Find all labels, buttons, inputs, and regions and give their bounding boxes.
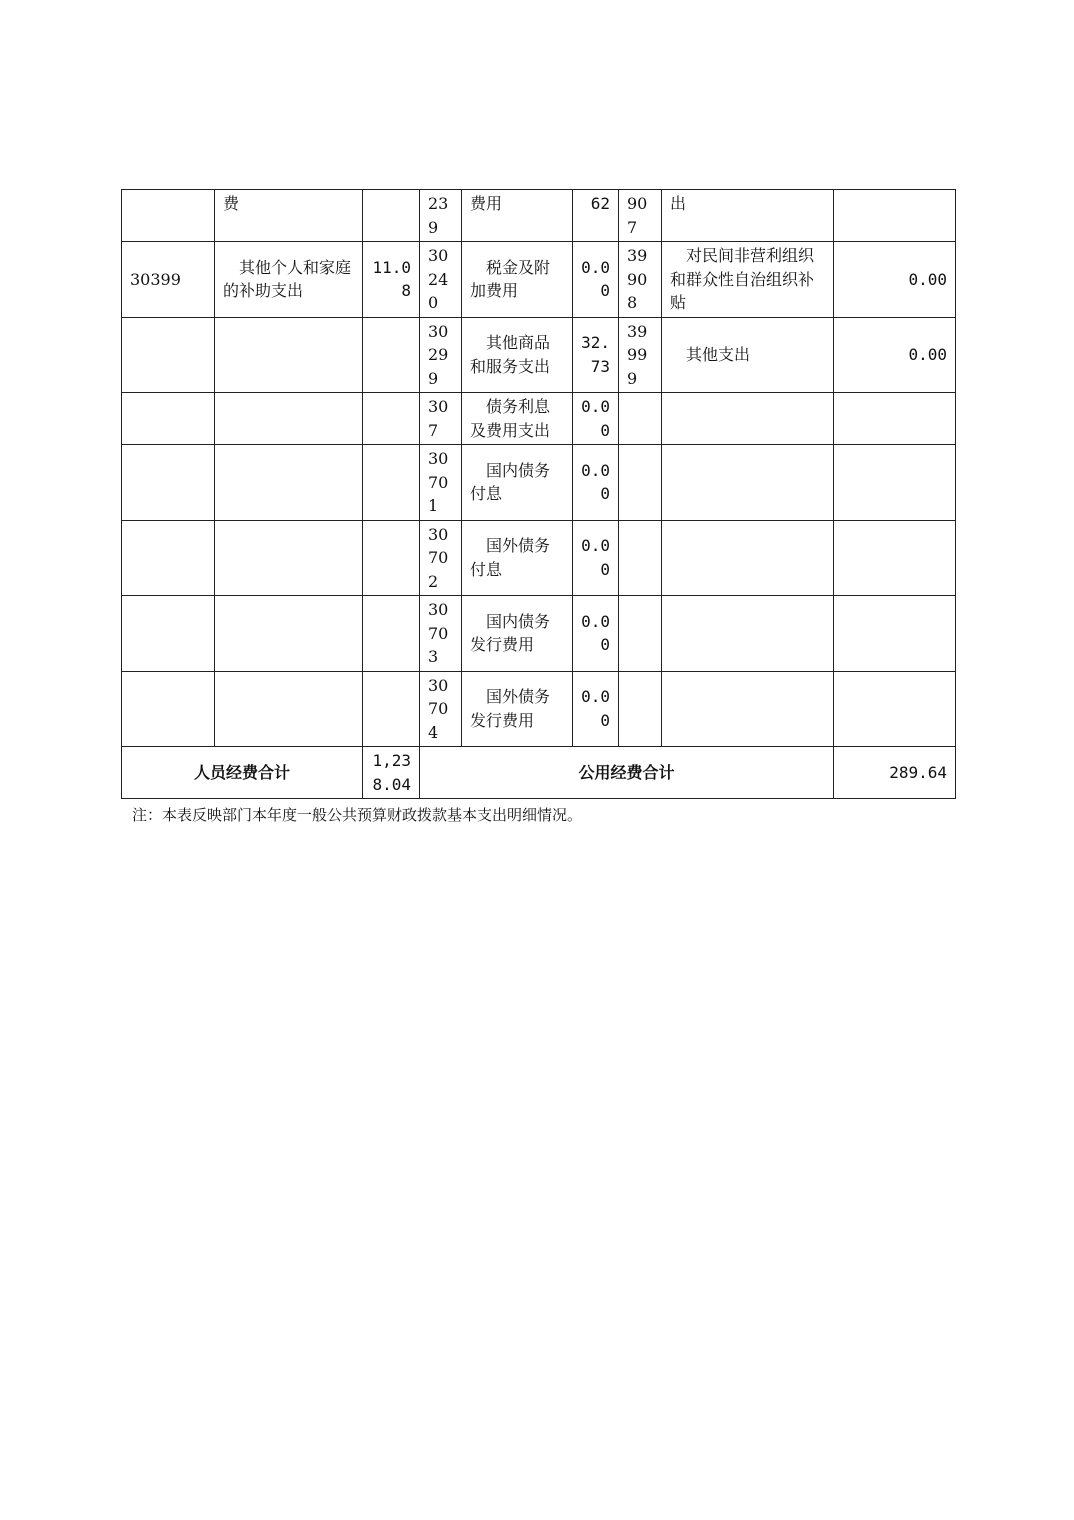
item-name-other <box>662 393 834 445</box>
econ-code-other: 39908 <box>619 242 662 318</box>
econ-code-public: 30702 <box>420 520 462 596</box>
econ-code-other <box>619 445 662 521</box>
item-name-public: 费用 <box>462 190 573 242</box>
item-name-public: 其他商品和服务支出 <box>462 317 573 393</box>
amount-public: 0.00 <box>573 393 619 445</box>
item-name-personnel <box>215 520 363 596</box>
table-footnote: 注：本表反映部门本年度一般公共预算财政拨款基本支出明细情况。 <box>132 806 583 824</box>
item-name-personnel <box>215 445 363 521</box>
table-row <box>122 596 956 672</box>
econ-code-public: 307 <box>420 393 462 445</box>
personnel-total-label: 人员经费合计 <box>122 747 363 799</box>
econ-code-public: 30704 <box>420 671 462 747</box>
table-row <box>122 445 956 521</box>
econ-code-personnel <box>122 190 215 242</box>
amount-public: 0.00 <box>573 520 619 596</box>
amount-other: 0.00 <box>834 317 956 393</box>
econ-code-personnel <box>122 445 215 521</box>
amount-personnel: 11.08 <box>363 242 420 318</box>
econ-code-personnel <box>122 596 215 672</box>
item-name-personnel: 费 <box>215 190 363 242</box>
table-row <box>122 671 956 747</box>
econ-code-public: 30299 <box>420 317 462 393</box>
table-row <box>122 520 956 596</box>
amount-other <box>834 671 956 747</box>
econ-code-personnel <box>122 317 215 393</box>
public-total-value: 289.64 <box>834 747 956 799</box>
amount-other <box>834 445 956 521</box>
item-name-personnel <box>215 671 363 747</box>
totals-row <box>122 747 956 799</box>
amount-public: 0.00 <box>573 445 619 521</box>
amount-public: 32.73 <box>573 317 619 393</box>
amount-other <box>834 520 956 596</box>
item-name-other <box>662 671 834 747</box>
econ-code-public: 30240 <box>420 242 462 318</box>
personnel-total-value: 1,238.04 <box>363 747 420 799</box>
item-name-personnel <box>215 317 363 393</box>
amount-personnel <box>363 445 420 521</box>
item-name-other: 其他支出 <box>662 317 834 393</box>
econ-code-other <box>619 671 662 747</box>
amount-other <box>834 393 956 445</box>
expenditure-detail-table <box>121 189 956 799</box>
econ-code-personnel <box>122 520 215 596</box>
amount-other <box>834 190 956 242</box>
econ-code-personnel <box>122 671 215 747</box>
item-name-other: 出 <box>662 190 834 242</box>
item-name-public: 国外债务付息 <box>462 520 573 596</box>
table-row <box>122 242 956 318</box>
table-body <box>122 190 956 747</box>
amount-personnel <box>363 671 420 747</box>
econ-code-personnel <box>122 393 215 445</box>
econ-code-public: 30701 <box>420 445 462 521</box>
amount-public: 0.00 <box>573 596 619 672</box>
item-name-public: 债务利息及费用支出 <box>462 393 573 445</box>
amount-public: 0.00 <box>573 671 619 747</box>
amount-other <box>834 596 956 672</box>
item-name-other: 对民间非营利组织和群众性自治组织补贴 <box>662 242 834 318</box>
econ-code-personnel: 30399 <box>122 242 215 318</box>
item-name-public: 国外债务发行费用 <box>462 671 573 747</box>
table-row <box>122 317 956 393</box>
budget-sheet <box>121 189 955 825</box>
item-name-personnel <box>215 393 363 445</box>
amount-personnel <box>363 596 420 672</box>
econ-code-other <box>619 393 662 445</box>
item-name-other <box>662 445 834 521</box>
item-name-public: 国内债务发行费用 <box>462 596 573 672</box>
amount-public: 62 <box>573 190 619 242</box>
econ-code-public: 30703 <box>420 596 462 672</box>
amount-personnel <box>363 520 420 596</box>
amount-other: 0.00 <box>834 242 956 318</box>
table-row <box>122 190 956 242</box>
amount-public: 0.00 <box>573 242 619 318</box>
econ-code-other: 907 <box>619 190 662 242</box>
amount-personnel <box>363 190 420 242</box>
econ-code-other <box>619 520 662 596</box>
public-total-label: 公用经费合计 <box>420 747 834 799</box>
econ-code-public: 239 <box>420 190 462 242</box>
table-row <box>122 393 956 445</box>
amount-personnel <box>363 317 420 393</box>
item-name-personnel <box>215 596 363 672</box>
item-name-personnel: 其他个人和家庭的补助支出 <box>215 242 363 318</box>
econ-code-other <box>619 596 662 672</box>
item-name-public: 税金及附加费用 <box>462 242 573 318</box>
item-name-public: 国内债务付息 <box>462 445 573 521</box>
econ-code-other: 39999 <box>619 317 662 393</box>
item-name-other <box>662 596 834 672</box>
item-name-other <box>662 520 834 596</box>
amount-personnel <box>363 393 420 445</box>
